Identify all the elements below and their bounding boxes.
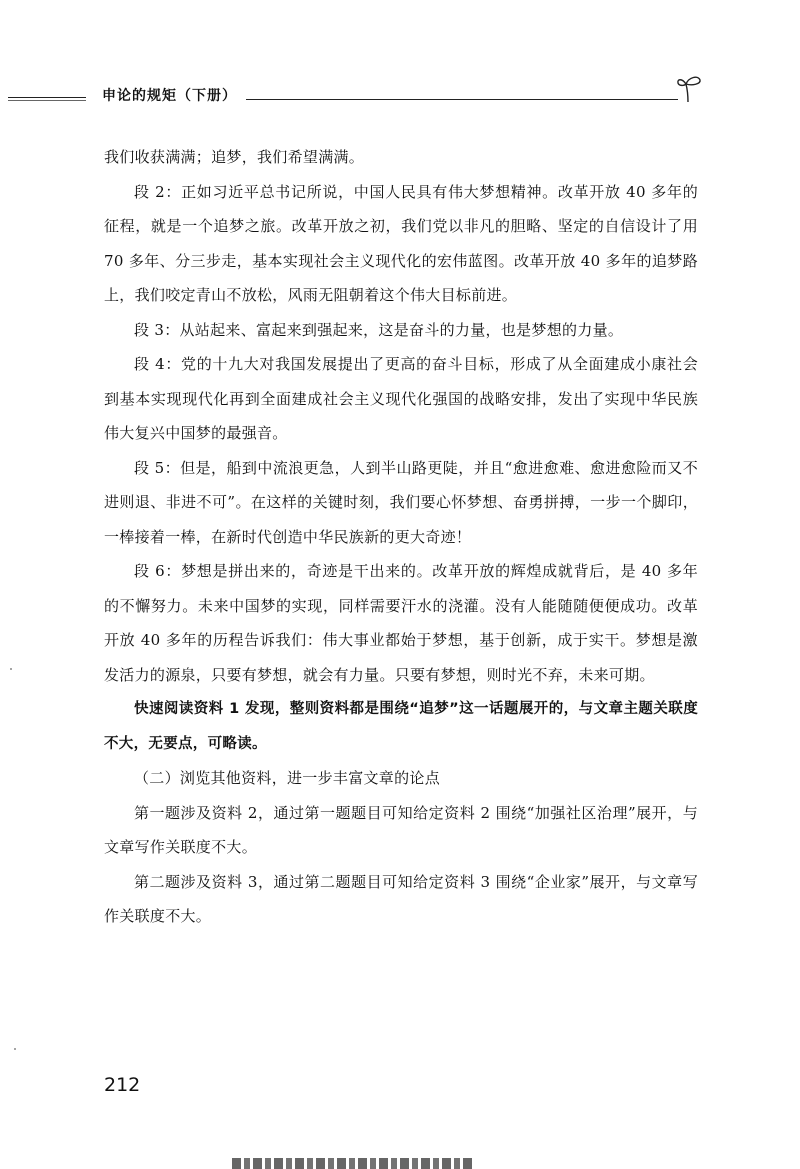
running-header (0, 72, 800, 112)
paragraph-duan-6: 段 6：梦想是拼出来的，奇迹是干出来的。改革开放的辉煌成就背后，是 40 多年的不懈努力。未来中国梦的实现，同样需要汗水的浇灌。没有人能随随便便成功。改革开放 40 多年的历程告诉我们：伟大事业都始于梦想，基于创新，成于实干。梦想是激发活力的源泉，只要有梦想，就会有力量。只要有梦想，则时光不弃，未来可期。 (104, 562, 698, 684)
header-rule-left (8, 97, 86, 98)
section-heading-2: （二）浏览其他资料，进一步丰富文章的论点 (134, 769, 441, 787)
paragraph-continued: 我们收获满满；追梦，我们希望满满。 (104, 148, 365, 166)
paragraph-question-1: 第一题涉及资料 2，通过第一题题目可知给定资料 2 围绕“加强社区治理”展开，与文章写作关联度不大。 (104, 803, 698, 856)
paragraph-question-2: 第二题涉及资料 3，通过第二题题目可知给定资料 3 围绕“企业家”展开，与文章写作关联度不大。 (104, 872, 698, 925)
cropped-footer-text (232, 1158, 472, 1169)
scan-speck (10, 668, 12, 670)
sprout-icon (676, 72, 704, 104)
paragraph-duan-5: 段 5：但是，船到中流浪更急，人到半山路更陡，并且“愈进愈难、愈进愈险而又不进则退、非进不可”。在这样的关键时刻，我们要心怀梦想、奋勇拼搏，一步一个脚印，一棒接着一棒，在新时代创造中华民族新的更大奇迹！ (104, 458, 698, 546)
paragraph-duan-4: 段 4：党的十九大对我国发展提出了更高的奋斗目标，形成了从全面建成小康社会到基本实现现代化再到全面建成社会主义现代化强国的战略安排，发出了实现中华民族伟大复兴中国梦的最强音。 (104, 355, 698, 442)
paragraph-summary-bold: 快速阅读资料 1 发现，整则资料都是围绕“追梦”这一话题展开的，与文章主题关联度不大，无要点，可略读。 (104, 701, 698, 752)
scan-speck (14, 1048, 16, 1050)
header-rule-right (246, 99, 678, 100)
header-rule-left-thin (8, 100, 86, 101)
page-body (104, 140, 698, 934)
paragraph-duan-3: 段 3：从站起来、富起来到强起来，这是奋斗的力量，也是梦想的力量。 (134, 320, 624, 339)
paragraph-duan-2: 段 2：正如习近平总书记所说，中国人民具有伟大梦想精神。改革开放 40 多年的征程，就是一个追梦之旅。改革开放之初，我们党以非凡的胆略、坚定的自信设计了用 70 多年、分三步走，基本实现社会主义现代化的宏伟蓝图。改革开放 40 多年的追梦路上，我们咬定青山不放松，风雨无阻朝着这个伟大目标前进。 (104, 182, 698, 304)
page-number: 212 (104, 1074, 141, 1096)
header-title: 申论的规矩（下册） (102, 88, 237, 104)
